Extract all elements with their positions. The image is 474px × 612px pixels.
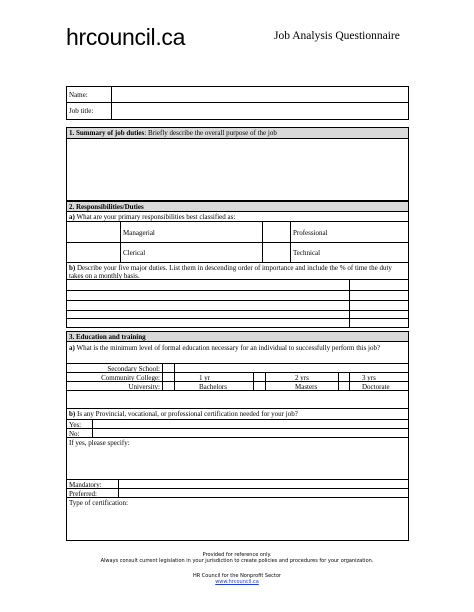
professional-label: Professional — [293, 229, 328, 237]
certification-specify-row — [67, 438, 408, 480]
duty-percent-field[interactable] — [350, 301, 408, 310]
section-3-question-a — [67, 342, 408, 364]
certification-type-row — [67, 498, 408, 540]
duty-row — [67, 280, 408, 291]
two-years-label: 2 yrs — [266, 373, 339, 381]
university-label: University: — [67, 382, 163, 390]
duty-description-field[interactable] — [67, 319, 350, 327]
question-2b-prefix: b) — [69, 264, 76, 272]
duty-row — [67, 301, 408, 311]
section-1-heading: 1. Summary of job duties — [69, 129, 145, 137]
name-label: Name: — [67, 87, 112, 102]
technical-checkbox[interactable] — [263, 243, 291, 262]
section-3-question-b — [67, 409, 408, 420]
section-2-header — [67, 202, 408, 212]
certification-preferred-checkbox[interactable] — [119, 489, 408, 497]
question-2b-text: Describe your five major duties. List them in descending order of importance and include the % of time the duty takes on a monthly basis. — [69, 264, 392, 281]
job-title-row — [67, 103, 408, 119]
duty-percent-field[interactable] — [350, 311, 408, 318]
duty-description-field[interactable] — [67, 311, 350, 318]
university-row — [67, 382, 408, 391]
question-2a-prefix: a) — [69, 213, 75, 221]
secondary-school-label: Secondary School: — [67, 364, 163, 372]
identity-table — [66, 86, 409, 120]
certification-yes-label: Yes: — [67, 420, 93, 428]
certification-mandatory-row — [67, 480, 408, 489]
certification-preferred-row — [67, 489, 408, 498]
section-3-header — [67, 332, 408, 342]
masters-checkbox[interactable] — [339, 382, 350, 390]
footer-legislation-note: Always consult current legislation in your jurisdiction to create policies and procedures for your organization. — [100, 558, 374, 565]
secondary-school-row — [67, 364, 408, 373]
duty-percent-field[interactable] — [350, 291, 408, 300]
section-1-header — [67, 128, 408, 139]
footer-website-link[interactable]: www.hrcouncil.ca — [215, 579, 259, 586]
certification-type-label: Type of certification: — [69, 499, 128, 507]
one-year-label: 1 yr — [175, 373, 254, 381]
question-3b-prefix: b) — [69, 410, 76, 418]
hrcouncil-logo: hrcouncil.ca — [66, 24, 186, 50]
managerial-checkbox[interactable] — [67, 222, 121, 242]
technical-label: Technical — [293, 249, 321, 257]
managerial-label: Managerial — [121, 222, 263, 242]
university-checkbox[interactable] — [163, 382, 175, 390]
classification-row-1 — [67, 222, 408, 243]
footer-disclaimer — [0, 552, 474, 565]
section-1-instruction: : Briefly describe the overall purpose of the job — [144, 129, 277, 137]
question-3a-prefix: a) — [69, 344, 75, 352]
community-college-label: Community College: — [67, 373, 163, 381]
job-title-field[interactable] — [112, 103, 408, 119]
footer-reference-note: Provided for reference only. — [202, 552, 272, 558]
spacer-row — [67, 391, 408, 409]
certification-no-label: No: — [67, 429, 93, 437]
section-1-summary — [66, 127, 409, 201]
masters-label: Masters — [266, 382, 339, 390]
clerical-label: Clerical — [121, 243, 263, 262]
section-2-heading: 2. Responsibilities/Duties — [69, 203, 144, 211]
section-2-question-a — [67, 212, 408, 222]
name-row — [67, 87, 408, 103]
community-college-checkbox[interactable] — [163, 373, 175, 381]
secondary-school-checkbox[interactable] — [163, 364, 175, 372]
two-years-checkbox[interactable] — [339, 373, 350, 381]
section-2-question-b — [67, 263, 408, 280]
job-title-label: Job title: — [67, 103, 112, 119]
footer-organization: HR Council for the Nonprofit Sector — [192, 573, 281, 579]
duty-description-field[interactable] — [67, 301, 350, 310]
certification-no-row — [67, 429, 408, 438]
certification-yes-checkbox[interactable] — [93, 420, 408, 428]
footer-credit — [0, 573, 474, 586]
section-3-education — [66, 331, 409, 541]
clerical-checkbox[interactable] — [67, 243, 121, 262]
community-college-row — [67, 373, 408, 382]
certification-no-checkbox[interactable] — [93, 429, 408, 437]
bachelors-checkbox[interactable] — [254, 382, 266, 390]
duty-percent-field[interactable] — [350, 319, 408, 327]
summary-field[interactable] — [67, 139, 408, 200]
duty-description-field[interactable] — [67, 280, 350, 290]
section-3-heading: 3. Education and training — [69, 333, 146, 341]
duty-row — [67, 311, 408, 319]
name-field[interactable] — [112, 87, 408, 102]
certification-mandatory-label: Mandatory: — [67, 480, 119, 488]
duty-row — [67, 319, 408, 327]
one-year-checkbox[interactable] — [254, 373, 266, 381]
doctorate-label: Doctorate — [362, 383, 390, 390]
certification-yes-row — [67, 420, 408, 429]
classification-row-2 — [67, 243, 408, 263]
duty-row — [67, 291, 408, 301]
certification-specify-label: If yes, please specify: — [69, 439, 130, 447]
question-2a-text: What are your primary responsibilities best classified as: — [76, 213, 236, 221]
certification-preferred-label: Preferred: — [67, 489, 119, 497]
section-2-responsibilities — [66, 201, 409, 328]
duty-description-field[interactable] — [67, 291, 350, 300]
three-years-label: 3 yrs — [362, 374, 376, 381]
duty-percent-field[interactable] — [350, 280, 408, 290]
bachelors-label: Bachelors — [175, 382, 254, 390]
question-3a-text: What is the minimum level of formal education necessary for an individual to successfully perform this job? — [76, 344, 381, 352]
document-title: Job Analysis Questionnaire — [274, 30, 400, 42]
question-3b-text: Is any Provincial, vocational, or professional certification needed for your job? — [76, 410, 298, 418]
professional-checkbox[interactable] — [263, 222, 291, 242]
certification-mandatory-checkbox[interactable] — [119, 480, 408, 488]
